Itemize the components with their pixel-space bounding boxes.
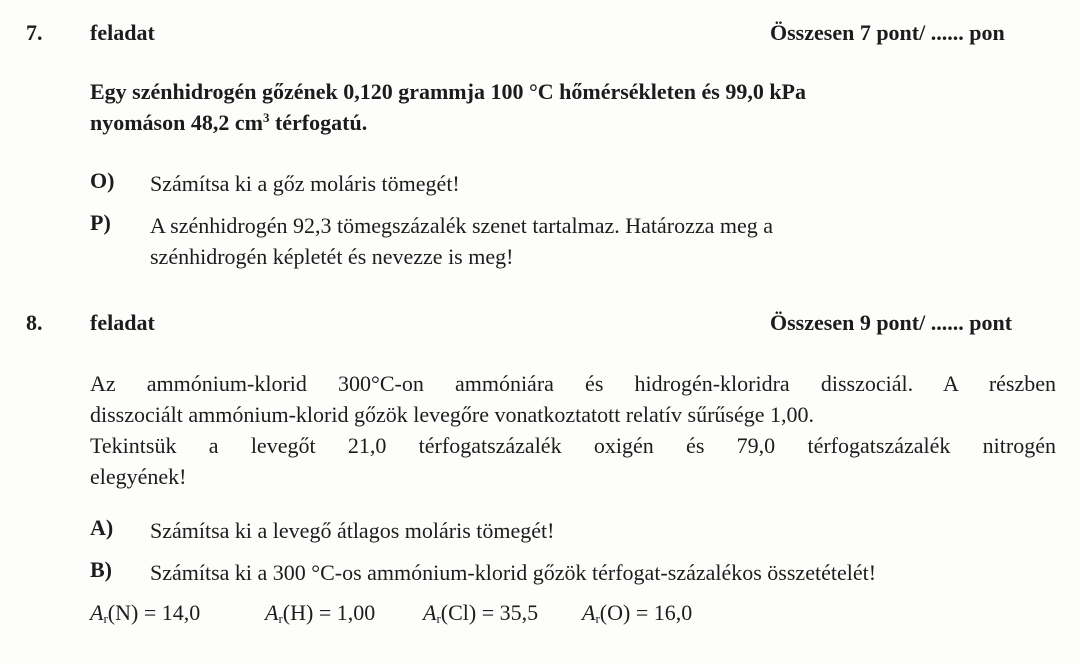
atomic-mass-o-value: = 16,0 (630, 600, 693, 625)
task8-para-line3: Tekintsük a levegőt 21,0 térfogatszázalék oxigén és 79,0 térfogatszázalék nitrogén (90, 433, 1056, 458)
atomic-mass-o (582, 600, 692, 627)
task8-item-a-text: Számítsa ki a levegő átlagos moláris tömegét! (150, 518, 555, 543)
task7-item-o-text: Számítsa ki a gőz moláris tömegét! (150, 171, 460, 196)
task8-points: Összesen 9 pont/ ...... pont (770, 310, 1013, 335)
atomic-mass-n-symbol: A (90, 600, 104, 625)
task7-intro-line2-sup: 3 (262, 110, 270, 125)
task7-item-p-letter: P) (90, 210, 111, 235)
task7-intro-line2-a: nyomáson 48,2 cm (90, 110, 263, 135)
task8-title: feladat (90, 310, 155, 335)
atomic-mass-n (90, 600, 200, 627)
task8-item-a-letter: A) (90, 515, 114, 540)
atomic-mass-n-value: = 14,0 (138, 600, 201, 625)
task7-points: Összesen 7 pont/ ...... pon (770, 20, 1005, 45)
task8-number: 8. (26, 310, 43, 335)
atomic-mass-cl-symbol: A (423, 600, 437, 625)
atomic-mass-h-sub: r (278, 611, 283, 626)
atomic-mass-cl-sub: r (436, 611, 441, 626)
task8-para-line4: elegyének! (90, 464, 187, 489)
task7-item-p-line2: szénhidrogén képletét és nevezze is meg! (150, 244, 514, 269)
task7-number: 7. (26, 20, 43, 45)
atomic-mass-h (265, 600, 375, 627)
task7-item-o-letter: O) (90, 168, 115, 193)
atomic-mass-n-element: (N) (107, 600, 139, 625)
atomic-mass-n-sub: r (103, 611, 108, 626)
task7-title: feladat (90, 20, 155, 45)
atomic-mass-h-element: (H) (282, 600, 314, 625)
atomic-mass-cl-value: = 35,5 (476, 600, 539, 625)
atomic-mass-o-element: (O) (599, 600, 631, 625)
atomic-mass-o-sub: r (595, 611, 600, 626)
task8-item-b-text: Számítsa ki a 300 °C-os ammónium-klorid gőzök térfogat-százalékos összetételét! (150, 560, 877, 585)
task7-item-p-line1: A szénhidrogén 92,3 tömegszázalék szenet tartalmaz. Határozza meg a (150, 213, 774, 238)
task8-item-b-letter: B) (90, 557, 112, 582)
task7-intro-line2 (90, 107, 367, 138)
task8-para-line1: Az ammónium-klorid 300°C-on ammóniára és hidrogén-kloridra disszociál. A részben (90, 371, 1056, 396)
atomic-mass-h-value: = 1,00 (313, 600, 376, 625)
atomic-mass-cl (423, 600, 538, 627)
atomic-mass-h-symbol: A (265, 600, 279, 625)
atomic-mass-o-symbol: A (582, 600, 596, 625)
atomic-mass-cl-element: (Cl) (440, 600, 477, 625)
task8-para-line2: disszociált ammónium-klorid gőzök levegőre vonatkoztatott relatív sűrűsége 1,00. (90, 402, 814, 427)
task7-intro-line1: Egy szénhidrogén gőzének 0,120 grammja 100 °C hőmérsékleten és 99,0 kPa (90, 79, 806, 104)
task7-intro-line2-b: térfogatú. (269, 110, 368, 135)
